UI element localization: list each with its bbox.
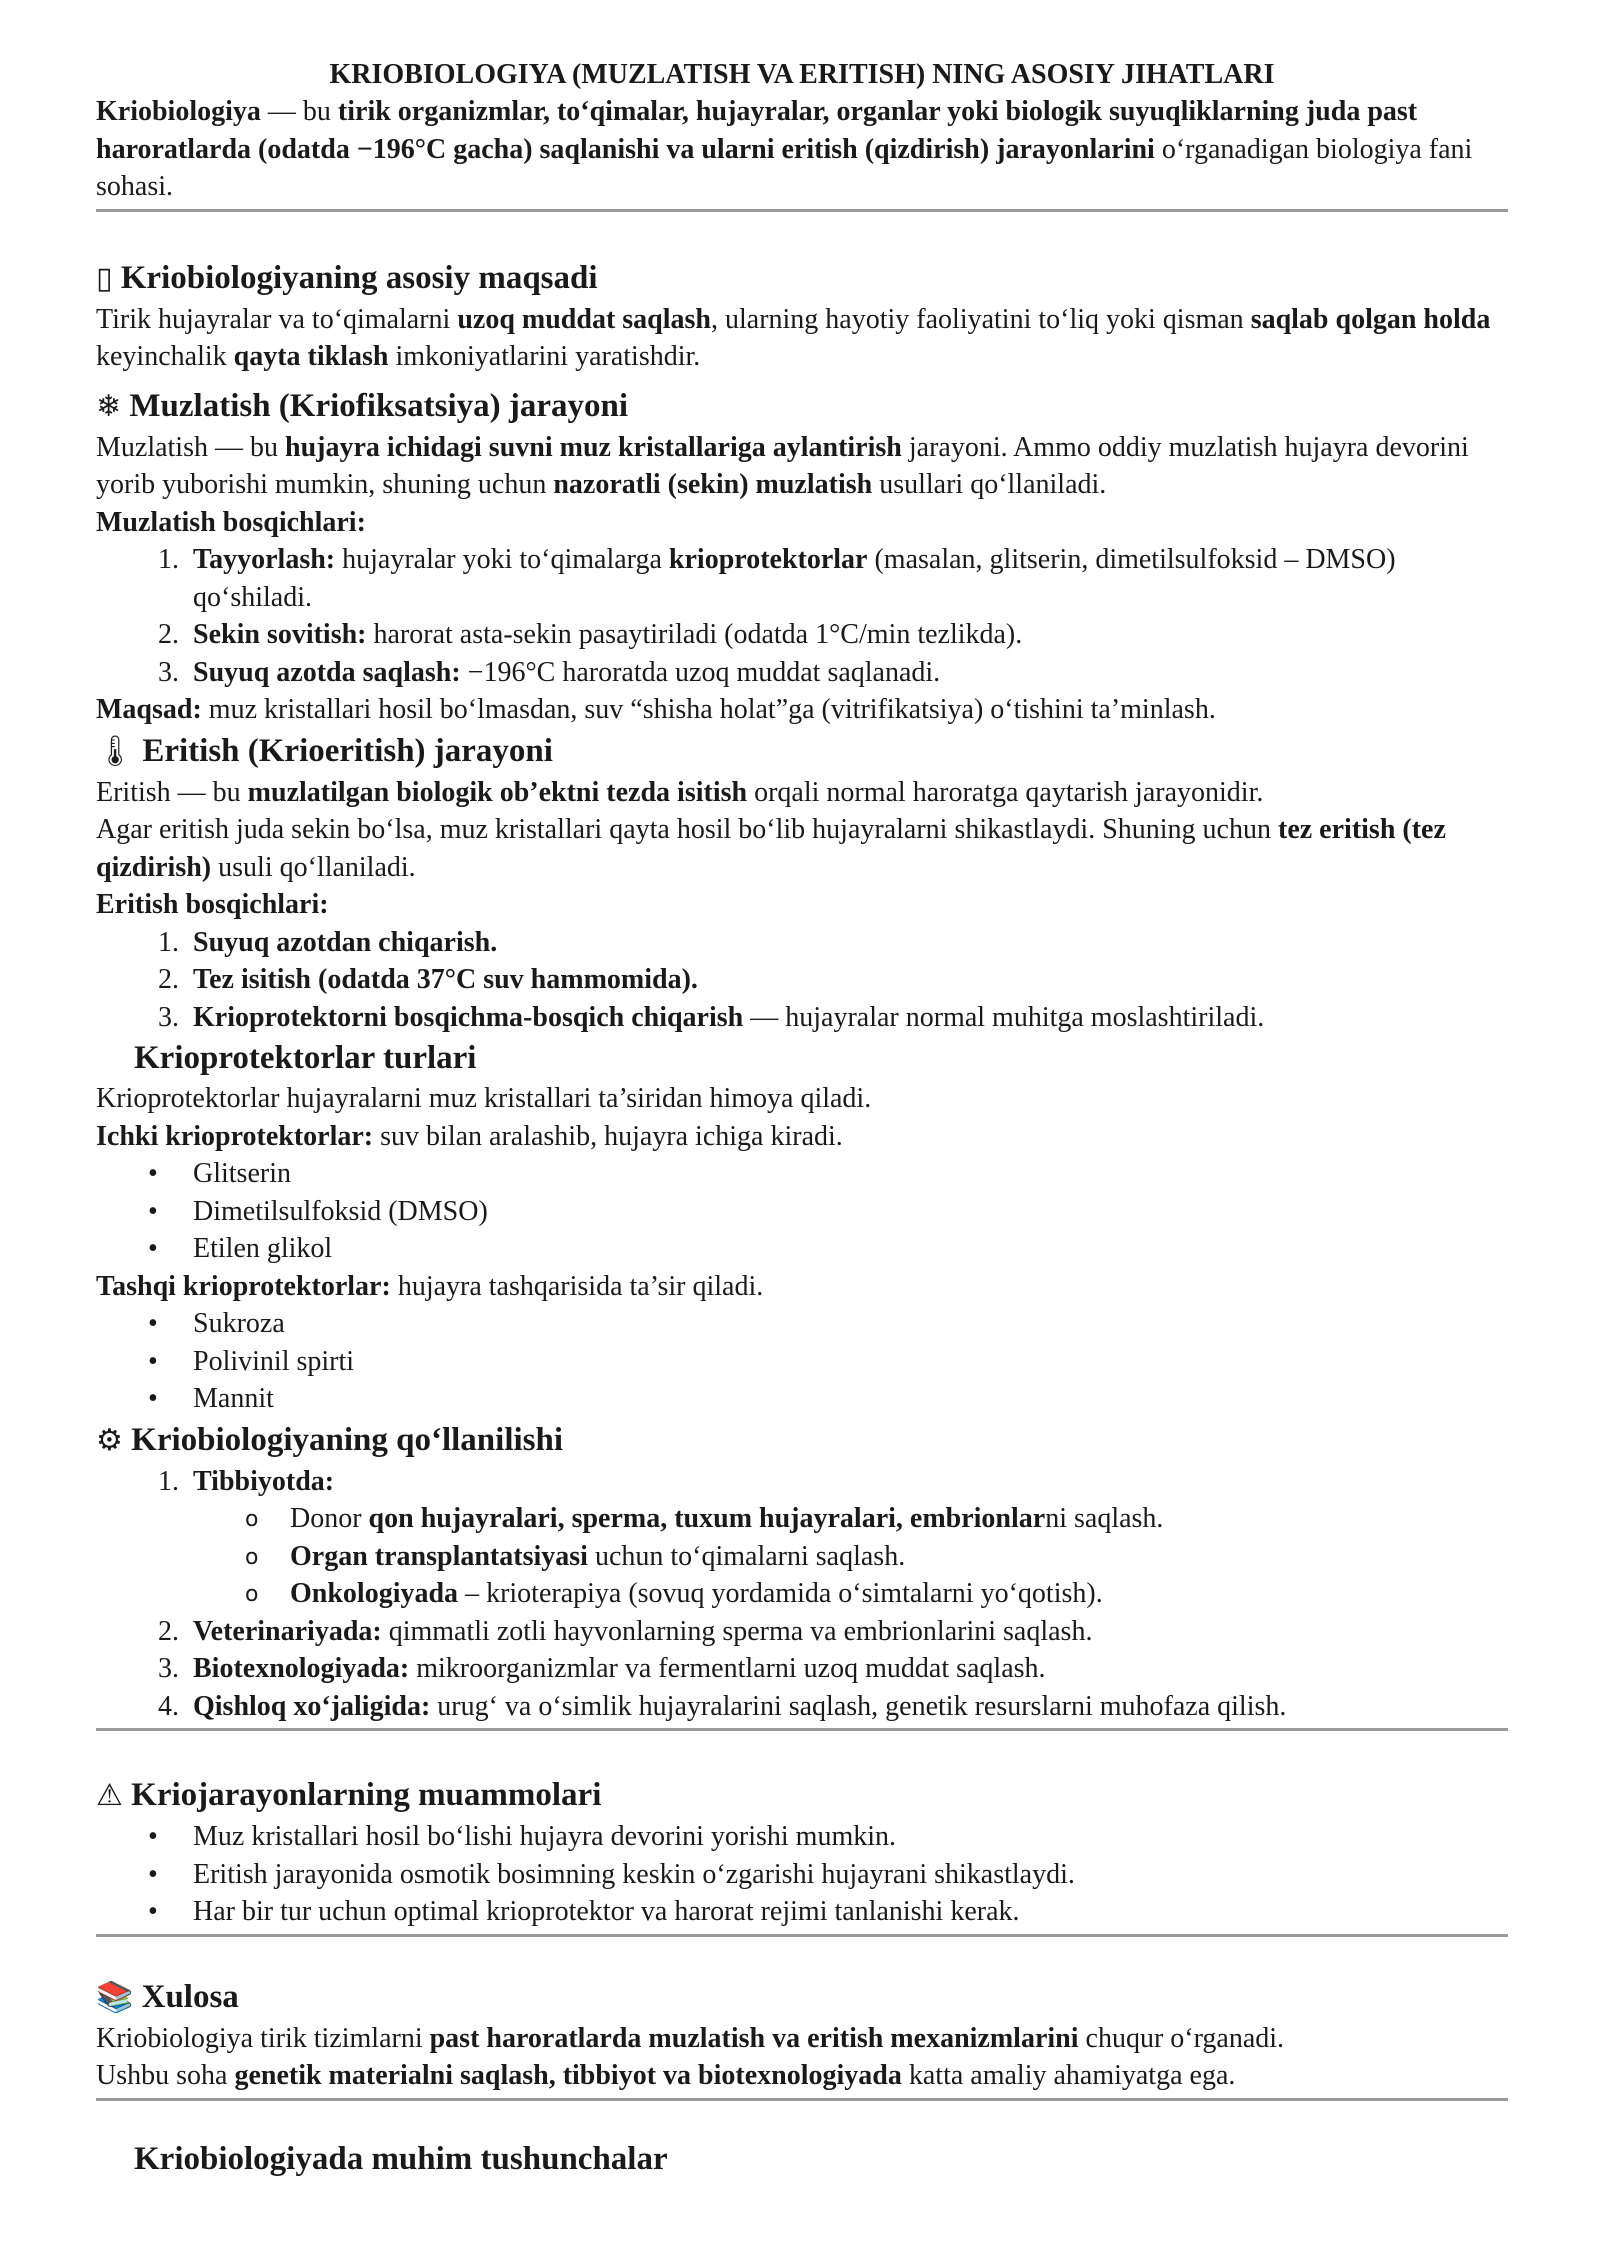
- freeze-text-2: jarayoni. Ammo oddiy muzlatish hujayra devorini yorib yuborishi mumkin, shuning uchun: [96, 431, 1469, 500]
- gear-icon: ⚙: [96, 1422, 123, 1458]
- list-item: [96, 1818, 1508, 1856]
- freeze-bold-2: nazoratli (sekin) muzlatish: [553, 469, 873, 500]
- goal-heading-text: Kriobiologiyaning asosiy maqsadi: [112, 259, 598, 296]
- freeze-goal: [96, 691, 1508, 729]
- list-item: [96, 616, 1508, 654]
- goal-text-4: imkoniyatlarini yaratishdir.: [388, 341, 701, 372]
- step-label: Qishloq xo‘jaligida:: [193, 1690, 431, 1722]
- thaw-text-3: Agar eritish juda sekin bo‘lsa, muz kristallari qayta hosil bo‘lib hujayralarni shikastlaydi. Shuning uchun: [96, 814, 1278, 845]
- summary-text-4: katta amaliy ahamiyatga ega.: [901, 2060, 1236, 2091]
- bullet-icon: •: [148, 1233, 158, 1264]
- thaw-heading-text: Eritish (Krioeritish) jarayoni: [134, 732, 553, 769]
- list-item-text: Dimetilsulfoksid (DMSO): [193, 1195, 488, 1227]
- intro-dash: — bu: [260, 96, 338, 127]
- sub-text-1: Donor: [290, 1503, 369, 1534]
- internal-text: suv bilan aralashib, hujayra ichiga kiradi.: [373, 1120, 843, 1152]
- concepts-heading: Kriobiologiyada muhim tushunchalar: [134, 2140, 668, 2177]
- step-text: qimmatli zotli hayvonlarning sperma va embrionlarini saqlash.: [381, 1615, 1093, 1647]
- goal-text-2: , ularning hayotiy faoliyatini to‘liq yoki qisman: [710, 303, 1251, 335]
- sub-text-2: ni saqlash.: [1045, 1503, 1164, 1534]
- list-item: [96, 1613, 1508, 1651]
- uses-heading: [96, 1418, 1508, 1463]
- list-item-text: Sukroza: [193, 1308, 285, 1339]
- list-item: [96, 1463, 1508, 1501]
- uses-list-continued: [96, 1613, 1508, 1726]
- external-list: [96, 1305, 1508, 1418]
- list-item: [96, 961, 1508, 999]
- list-item: [96, 1575, 1508, 1613]
- list-item: [96, 1305, 1508, 1343]
- list-item-text: Eritish jarayonida osmotik bosimning keskin o‘zgarishi hujayrani shikastlaydi.: [193, 1858, 1075, 1890]
- bullet-icon: •: [148, 1345, 158, 1377]
- uses-list: [96, 1463, 1508, 1501]
- sub-text-2: uchun to‘qimalarni saqlash.: [587, 1540, 906, 1572]
- freeze-text-1: Muzlatish — bu: [96, 431, 285, 463]
- thaw-paragraph-1: [96, 774, 1508, 812]
- list-item-text: Har bir tur uchun optimal krioprotektor va harorat rejimi tanlanishi kerak.: [193, 1896, 1020, 1927]
- freeze-text-3: usullari qo‘llaniladi.: [872, 469, 1107, 500]
- divider: [96, 209, 1508, 212]
- step-text: −196°C haroratda uzoq muddat saqlanadi.: [460, 656, 941, 688]
- step-label: Tez isitish (odatda 37°C suv hammomida).: [193, 964, 698, 995]
- external-label: Tashqi krioprotektorlar:: [96, 1270, 391, 1302]
- list-number: 2.: [158, 964, 179, 995]
- bullet-icon: •: [148, 1158, 158, 1189]
- summary-heading-text: Xulosa: [133, 1978, 239, 2015]
- step-label: Krioprotektorni bosqichma-bosqich chiqarish: [193, 1001, 744, 1033]
- step-label: Suyuq azotdan chiqarish.: [193, 926, 498, 958]
- list-number: 2.: [158, 619, 179, 650]
- bullet-icon: •: [148, 1858, 158, 1890]
- list-item: [96, 1193, 1508, 1231]
- problems-list: [96, 1818, 1508, 1931]
- medicine-sublist: [96, 1500, 1508, 1613]
- list-number: 1.: [158, 1465, 179, 1497]
- list-item: [96, 999, 1508, 1037]
- list-number: 1.: [158, 544, 179, 575]
- step-text: harorat asta-sekin pasaytiriladi (odatda 1°C/min tezlikda).: [366, 619, 1023, 650]
- thaw-text-2: orqali normal haroratga qaytarish jarayonidir.: [747, 776, 1264, 808]
- list-item: [96, 1856, 1508, 1894]
- list-number: 1.: [158, 926, 179, 958]
- list-item: [96, 1380, 1508, 1418]
- snowflake-icon: ❄: [96, 388, 122, 424]
- sub-bold: qon hujayralari, sperma, tuxum hujayralari, embrionlar: [368, 1503, 1046, 1534]
- internal-label: Ichki krioprotektorlar:: [96, 1120, 374, 1152]
- goal-bold-2: saqlab qolgan holda: [1250, 303, 1491, 335]
- goal-bold-3: qayta tiklash: [233, 341, 389, 372]
- sub-text-2: – krioterapiya (sovuq yordamida o‘simtalarni yo‘qotish).: [458, 1578, 1103, 1609]
- step-bold: krioprotektorlar: [668, 544, 868, 575]
- intro-rest: o‘rganadigan biologiya fani sohasi.: [96, 133, 1473, 202]
- bullet-icon: •: [148, 1308, 158, 1339]
- freeze-paragraph: [96, 429, 1508, 504]
- external-text: hujayra tashqarisida ta’sir qiladi.: [390, 1270, 764, 1302]
- freeze-goal-text: muz kristallari hosil bo‘lmasdan, suv “shisha holat”ga (vitrifikatsiya) o‘tishini ta’minlash.: [201, 694, 1216, 725]
- step-text: urug‘ va o‘simlik hujayralarini saqlash, genetik resurslarni muhofaza qilish.: [430, 1690, 1287, 1722]
- list-item-text: Muz kristallari hosil bo‘lishi hujayra devorini yorishi mumkin.: [193, 1821, 897, 1852]
- thaw-steps-heading: [96, 886, 1508, 924]
- missing-glyph-icon: ▯: [96, 260, 113, 296]
- intro-bold: tirik organizmlar, to‘qimalar, hujayralar, organlar yoki biologik suyuqliklarning juda past haroratlarda (odatda −196°C gacha) saqlanishi va ularni eritish (qizdirish) jarayonlarini: [96, 96, 1418, 165]
- bullet-icon: •: [148, 1821, 158, 1852]
- uses-heading-text: Kriobiologiyaning qo‘llanilishi: [122, 1421, 564, 1458]
- thaw-paragraph-2: [96, 811, 1508, 886]
- list-item: [96, 924, 1508, 962]
- list-item: [96, 1343, 1508, 1381]
- freeze-steps-list: [96, 541, 1508, 691]
- thaw-bold-2: tez eritish (tez qizdirish): [96, 814, 1446, 883]
- list-item-text: Glitserin: [193, 1158, 291, 1189]
- summary-paragraph-2: [96, 2057, 1508, 2095]
- step-label: Suyuq azotda saqlash:: [193, 656, 461, 688]
- thaw-text-4: usuli qo‘llaniladi.: [211, 851, 416, 883]
- goal-heading: [96, 256, 1508, 301]
- freeze-goal-label: Maqsad:: [96, 694, 202, 725]
- document-title: KRIOBIOLOGIYA (MUZLATISH VA ERITISH) NING ASOSIY JIHATLARI: [329, 59, 1275, 90]
- step-text-2: (masalan, glitserin, dimetilsulfoksid – DMSO) qo‘shiladi.: [193, 544, 1396, 613]
- step-label: Tayyorlash:: [193, 544, 336, 575]
- thaw-steps-heading-text: Eritish bosqichlari:: [96, 889, 329, 920]
- list-number: 2.: [158, 1615, 179, 1647]
- freeze-heading: [96, 384, 1508, 429]
- list-item: [96, 1650, 1508, 1688]
- list-item-text: Polivinil spirti: [193, 1345, 355, 1377]
- summary-paragraph-1: [96, 2020, 1508, 2058]
- summary-bold-2: genetik materialni saqlash, tibbiyot va biotexnologiyada: [234, 2060, 902, 2091]
- list-item: [96, 1688, 1508, 1726]
- circle-bullet-icon: o: [245, 1507, 259, 1532]
- list-item: [96, 654, 1508, 692]
- freeze-steps-heading: [96, 504, 1508, 542]
- list-item: [96, 541, 1508, 616]
- document-page: [96, 56, 1508, 2181]
- thaw-heading: [96, 729, 1508, 774]
- goal-text-1: Tirik hujayralar va to‘qimalarni: [96, 303, 458, 335]
- goal-text-3: keyinchalik: [96, 341, 234, 372]
- bullet-icon: •: [148, 1896, 158, 1927]
- bullet-icon: •: [148, 1195, 158, 1227]
- circle-bullet-icon: o: [245, 1582, 259, 1607]
- thaw-steps-list: [96, 924, 1508, 1037]
- list-number: 4.: [158, 1690, 179, 1722]
- list-number: 3.: [158, 1653, 179, 1684]
- summary-text-1: Kriobiologiya tirik tizimlarni: [96, 2022, 430, 2054]
- step-text: mikroorganizmlar va fermentlarni uzoq muddat saqlash.: [409, 1653, 1046, 1684]
- protectors-intro: Krioprotektorlar hujayralarni muz kristallari ta’siridan himoya qiladi.: [96, 1083, 872, 1114]
- step-text: hujayralar yoki to‘qimalarga: [335, 544, 669, 575]
- internal-protectors: [96, 1118, 1508, 1156]
- thermometer-icon: 🌡: [96, 733, 135, 769]
- summary-text-2: chuqur o‘rganadi.: [1078, 2022, 1285, 2054]
- summary-text-3: Ushbu soha: [96, 2060, 235, 2091]
- circle-bullet-icon: o: [245, 1544, 259, 1570]
- goal-paragraph: [96, 301, 1508, 376]
- list-number: 3.: [158, 656, 179, 688]
- external-protectors: [96, 1268, 1508, 1306]
- freeze-heading-text: Muzlatish (Kriofiksatsiya) jarayoni: [121, 387, 629, 424]
- sub-bold: Organ transplantatsiyasi: [290, 1540, 588, 1572]
- divider: [96, 1934, 1508, 1937]
- step-label: Tibbiyotda:: [193, 1465, 335, 1497]
- thaw-text-1: Eritish — bu: [96, 776, 248, 808]
- summary-heading: [96, 1975, 1508, 2020]
- list-number: 3.: [158, 1001, 179, 1033]
- problems-heading-text: Kriojarayonlarning muammolari: [122, 1777, 602, 1813]
- internal-list: [96, 1155, 1508, 1268]
- books-icon: 📚: [96, 1979, 134, 2015]
- list-item: [96, 1893, 1508, 1931]
- divider: [96, 1728, 1508, 1731]
- thaw-bold-1: muzlatilgan biologik ob’ektni tezda isitish: [247, 776, 748, 808]
- freeze-steps-heading-text: Muzlatish bosqichlari:: [96, 506, 366, 538]
- list-item: [96, 1538, 1508, 1576]
- bullet-icon: •: [148, 1383, 158, 1414]
- summary-bold-1: past haroratlarda muzlatish va eritish mexanizmlarini: [429, 2022, 1079, 2054]
- freeze-bold-1: hujayra ichidagi suvni muz kristallariga aylantirish: [285, 431, 902, 463]
- step-label: Veterinariyada:: [193, 1615, 382, 1647]
- warning-icon: ⚠: [96, 1778, 123, 1813]
- problems-heading: [96, 1773, 1508, 1818]
- intro-term: Kriobiologiya: [96, 96, 261, 127]
- list-item: [96, 1500, 1508, 1538]
- goal-bold-1: uzoq muddat saqlash: [457, 303, 711, 335]
- list-item: [96, 1230, 1508, 1268]
- list-item-text: Etilen glikol: [193, 1233, 333, 1264]
- list-item: [96, 1155, 1508, 1193]
- intro-paragraph: [96, 93, 1508, 206]
- step-label: Biotexnologiyada:: [193, 1653, 410, 1684]
- sub-bold: Onkologiyada: [290, 1578, 459, 1609]
- protectors-heading: Krioprotektorlar turlari: [134, 1040, 477, 1076]
- list-item-text: Mannit: [193, 1383, 274, 1414]
- divider: [96, 2098, 1508, 2101]
- step-label: Sekin sovitish:: [193, 619, 367, 650]
- step-text: — hujayralar normal muhitga moslashtiriladi.: [743, 1001, 1265, 1033]
